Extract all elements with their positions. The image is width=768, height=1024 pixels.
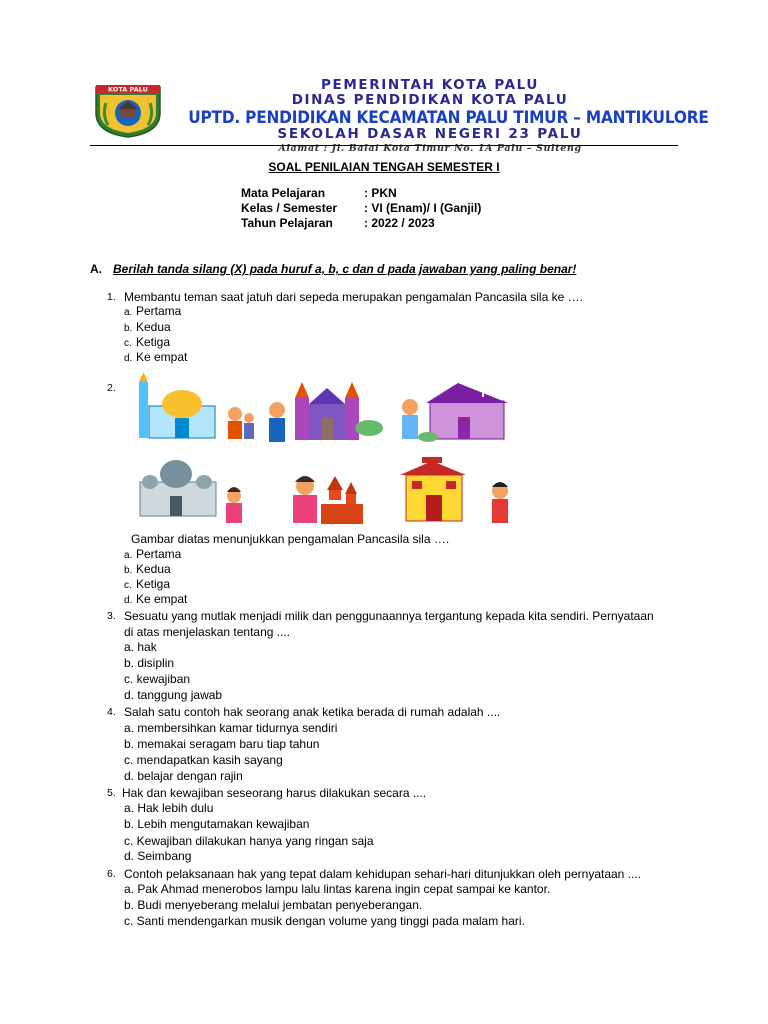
- question-5-number: 5.: [107, 787, 116, 799]
- question-5-text: Hak dan kewajiban seseorang harus dilakukan secara ....: [122, 786, 427, 800]
- letterhead-line-2: DINAS PENDIDIKAN KOTA PALU: [291, 92, 569, 108]
- mosque-illustration: [135, 372, 260, 449]
- question-1-option-b[interactable]: b. Kedua: [124, 320, 171, 334]
- question-6-option-c[interactable]: c. Santi mendengarkan musik dengan volume yang tinggi pada malam hari.: [124, 914, 525, 928]
- page-title: SOAL PENILAIAN TENGAH SEMESTER I: [268, 160, 500, 174]
- question-3-number: 3.: [107, 610, 116, 622]
- question-4-option-d[interactable]: d. belajar dengan rajin: [124, 769, 243, 783]
- question-6-number: 6.: [107, 868, 116, 880]
- meta-row-subject: Mata Pelajaran : PKN: [241, 186, 397, 200]
- question-1-text: Membantu teman saat jatuh dari sepeda merupakan pengamalan Pancasila sila ke ….: [124, 290, 583, 304]
- question-2-option-d[interactable]: d. Ke empat: [124, 592, 188, 606]
- exam-meta: [241, 186, 481, 231]
- question-6-text: Contoh pelaksanaan hak yang tepat dalam kehidupan sehari-hari ditunjukkan oleh pernyataan ....: [124, 867, 642, 881]
- question-4-option-a[interactable]: a. membersihkan kamar tidurnya sendiri: [124, 721, 338, 735]
- question-1-number: 1.: [107, 291, 116, 303]
- letterhead-line-1: PEMERINTAH KOTA PALU: [321, 77, 539, 93]
- church-illustration-2: [398, 383, 513, 448]
- question-2-number: 2.: [107, 382, 116, 394]
- letterhead-address: Alamat : Jl. Balai Kota Timur No. 1A Palu – Sulteng: [278, 143, 582, 154]
- letterhead-line-4: SEKOLAH DASAR NEGERI 23 PALU: [277, 126, 583, 142]
- question-2-option-a[interactable]: a. Pertama: [124, 547, 182, 561]
- question-1-option-c[interactable]: c. Ketiga: [124, 335, 171, 349]
- letterhead: [170, 77, 709, 155]
- question-3-text-continued: di atas menjelaskan tentang ....: [124, 625, 291, 639]
- question-5-option-c[interactable]: c. Kewajiban dilakukan hanya yang ringan saja: [124, 834, 374, 848]
- question-1-option-d[interactable]: d. Ke empat: [124, 350, 188, 364]
- section-a-heading: A. Berilah tanda silang (X) pada huruf a, b, c dan d pada jawaban yang paling benar!: [90, 262, 577, 276]
- question-3-option-b[interactable]: b. disiplin: [124, 656, 175, 670]
- question-4-option-c[interactable]: c. mendapatkan kasih sayang: [124, 753, 283, 767]
- klenteng-illustration: [400, 455, 515, 530]
- kota-palu-logo: [92, 83, 164, 138]
- question-6-option-a[interactable]: a. Pak Ahmad menerobos lampu lalu lintas karena ingin cepat sampai ke kantor.: [124, 882, 551, 896]
- question-3-option-c[interactable]: c. kewajiban: [124, 672, 191, 686]
- question-6-option-b[interactable]: b. Budi menyeberang melalui jembatan penyeberangan.: [124, 898, 423, 912]
- question-1-option-a[interactable]: a. Pertama: [124, 304, 182, 318]
- question-4-number: 4.: [107, 706, 116, 718]
- question-5-option-a[interactable]: a. Hak lebih dulu: [124, 801, 214, 815]
- question-5-option-d[interactable]: d. Seimbang: [124, 849, 192, 863]
- temple-illustration: [136, 452, 251, 529]
- question-3-text: Sesuatu yang mutlak menjadi milik dan penggunaannya tergantung kepada kita sendiri. Pernyataan: [124, 609, 654, 623]
- meta-row-class: Kelas / Semester : VI (Enam)/ I (Ganjil): [241, 201, 482, 215]
- question-4-text: Salah satu contoh hak seorang anak ketika berada di rumah adalah ....: [124, 705, 501, 719]
- question-4-option-b[interactable]: b. memakai seragam baru tiap tahun: [124, 737, 320, 751]
- logo-lettering: KOTA PALU: [108, 85, 148, 94]
- church-illustration-1: [265, 378, 385, 449]
- question-3-option-a[interactable]: a. hak: [124, 640, 157, 654]
- question-2-option-b[interactable]: b. Kedua: [124, 562, 171, 576]
- meta-row-year: Tahun Pelajaran : 2022 / 2023: [241, 216, 435, 230]
- question-2-text: Gambar diatas menunjukkan pengamalan Pancasila sila ….: [131, 532, 450, 546]
- letterhead-line-3: UPTD. PENDIDIKAN KECAMATAN PALU TIMUR – MANTIKULORE: [188, 108, 709, 127]
- pura-illustration: [285, 470, 365, 531]
- question-5-option-b[interactable]: b. Lebih mengutamakan kewajiban: [124, 817, 310, 831]
- question-3-option-d[interactable]: d. tanggung jawab: [124, 688, 223, 702]
- letterhead-divider: [90, 145, 678, 146]
- question-2-option-c[interactable]: c. Ketiga: [124, 577, 171, 591]
